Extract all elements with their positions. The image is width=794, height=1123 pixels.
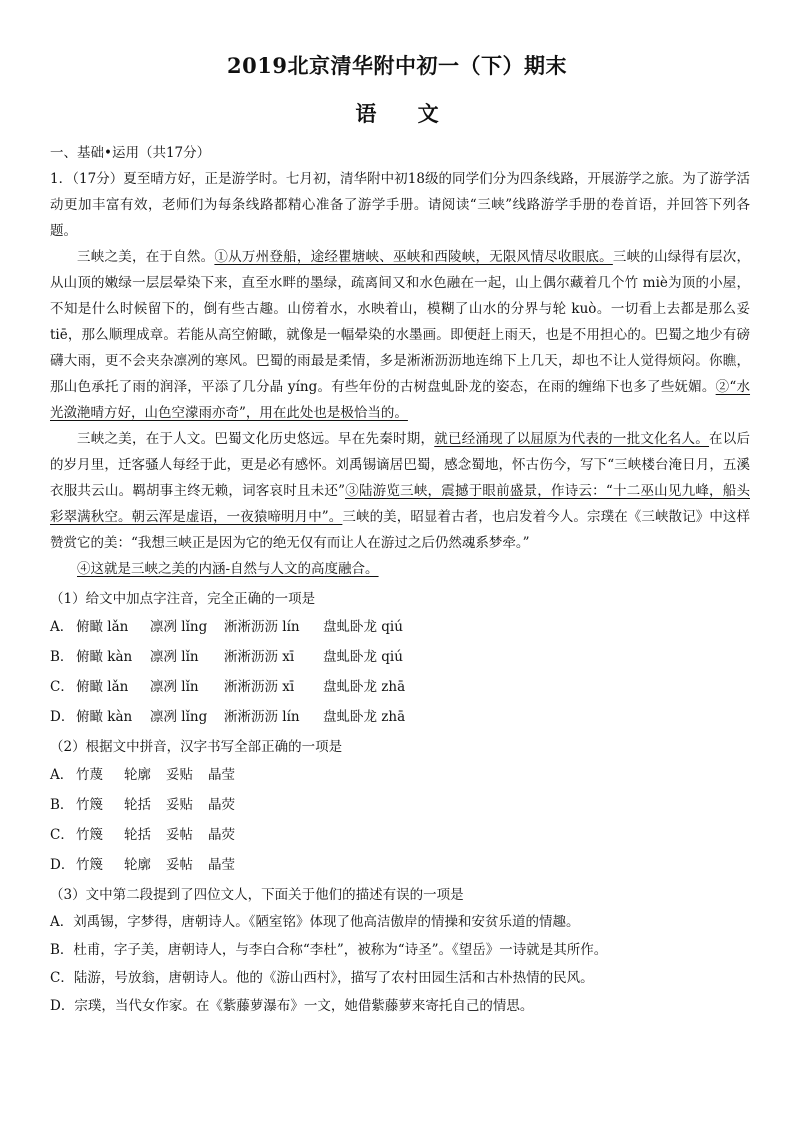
passage-paragraph-3 — [50, 556, 750, 582]
option-item: 盘虬卧龙 zhā — [323, 709, 406, 725]
option-item: 凛冽 lǐn — [150, 649, 199, 665]
option-b[interactable] — [50, 642, 750, 672]
sub-question-3-stem: （3）文中第二段提到了四位文人，下面关于他们的描述有误的一项是 — [50, 887, 464, 903]
option-item: 轮括 — [124, 797, 151, 813]
option-item: 凛冽 lǐng — [150, 709, 208, 725]
option-label: A． — [50, 914, 74, 930]
option-a[interactable] — [50, 908, 750, 936]
sub-question-1-options — [50, 612, 750, 732]
option-item: 盘虬卧龙 qiú — [323, 619, 403, 635]
page-title: 2019北京清华附中初一（下）期末 — [227, 53, 567, 78]
sub-question-1-stem: （1）给文中加点字注音，完全正确的一项是 — [50, 591, 316, 607]
sub-question-3-options — [50, 908, 750, 1020]
option-item: 俯瞰 kàn — [76, 709, 133, 725]
option-item: 竹蔑 — [76, 767, 103, 783]
option-c[interactable] — [50, 820, 750, 850]
option-item: 轮廓 — [124, 857, 151, 873]
option-item: 盘虬卧龙 qiú — [323, 649, 403, 665]
option-item: 竹篾 — [76, 827, 103, 843]
option-label: C． — [50, 827, 74, 843]
option-item: 淅淅沥沥 lín — [224, 619, 300, 635]
option-a[interactable] — [50, 612, 750, 642]
underlined-sentence-3: ③陆游览三峡，震撼于眼前盛景，作诗云：“十二巫山见九峰，船头彩翠满秋空。朝云浑是虚语，一夜猿啼明月中”。 — [50, 483, 750, 525]
option-item: 凛冽 lǐng — [150, 619, 208, 635]
option-d[interactable] — [50, 702, 750, 732]
exam-content — [50, 140, 750, 1020]
option-text: 杜甫，字子美，唐朝诗人，与李白合称“李杜”，被称为“诗圣”。《望岳》一诗就是其所作。 — [73, 942, 608, 958]
option-label: B． — [50, 942, 74, 958]
option-item: 晶莹 — [208, 767, 235, 783]
subject-char-1: 语 — [355, 101, 377, 126]
option-item: 竹篾 — [76, 857, 103, 873]
passage-text: 三峡的山绿得有层次，从山顶的嫩绿一层层晕染下来，直至水畔的墨绿，疏离间又和水色融在一起，山上偶尔藏着几个竹 miè为顶的小屋，不知是什么时候留下的，倒有些古趣。山傍着水，水映着山，模糊了山水的分界与轮 kuò。一切看上去都是那么妥 tiē，那么顺理成章。若能从高空俯瞰，就像是一幅晕染的水墨画。即便赶上雨天，也是不用担心的。巴蜀之地少有磅礴大雨，更不会夹杂凛冽的寒风。巴蜀的雨最是柔情，多是淅淅沥沥地连绵下上几天，却也不让人觉得烦闷。你瞧，那山色承托了雨的润泽，平添了几分晶 yíng。有些年份的古树盘虬卧龙的姿态，在雨的缠绵下也多了些妩媚。 — [50, 249, 751, 395]
option-text: 陆游，号放翁，唐朝诗人。他的《游山西村》，描写了农村田园生活和古朴热情的民风。 — [73, 970, 594, 986]
passage-text: 三峡之美，在于自然。 — [77, 249, 215, 265]
option-label: C． — [50, 679, 74, 695]
option-label: C． — [50, 970, 74, 986]
sub-question-2-options — [50, 760, 750, 880]
passage-text: 在以后的岁月里，迁客骚人每经于此，更是必有感怀。刘禹锡谪居巴蜀，感念蜀地，怀古伤今，写下“三峡楼台淹日月，五溪衣服共云山。羁胡事主终无赖，词客哀时且未还” — [50, 431, 751, 499]
option-item: 淅淅沥沥 lín — [224, 709, 300, 725]
option-item: 妥帖 — [166, 857, 193, 873]
option-item: 轮括 — [124, 827, 151, 843]
subject-char-2: 文 — [417, 101, 439, 126]
option-text: 宗璞，当代女作家。在《紫藤萝瀑布》一文，她借紫藤萝来寄托自己的情思。 — [74, 998, 534, 1014]
option-item: 妥帖 — [166, 827, 193, 843]
option-item: 俯瞰 lǎn — [76, 679, 129, 695]
subject-heading — [0, 98, 794, 128]
option-label: D． — [50, 998, 75, 1014]
option-item: 晶荧 — [208, 827, 235, 843]
option-item: 晶莹 — [208, 857, 235, 873]
option-d[interactable] — [50, 850, 750, 880]
section-heading: 一、基础•运用（共17分） — [50, 145, 211, 161]
option-c[interactable] — [50, 964, 750, 992]
question-1-intro: 1．（17分）夏至晴方好，正是游学时。七月初，清华附中初18级的同学们分为四条线路，开展游学之旅。为了游学活动更加丰富有效，老师们为每条线路都精心准备了游学手册。请阅读“三峡”线路游学手册的卷首语，并回答下列各题。 — [50, 171, 750, 239]
option-label: B． — [50, 649, 74, 665]
option-text: 刘禹锡，字梦得，唐朝诗人。《陋室铭》体现了他高洁傲岸的情操和安贫乐道的情趣。 — [73, 914, 580, 930]
option-label: D． — [50, 709, 75, 725]
option-item: 淅淅沥沥 xī — [224, 649, 295, 665]
option-item: 俯瞰 lǎn — [76, 619, 129, 635]
option-label: D． — [50, 857, 75, 873]
option-item: 俯瞰 kàn — [76, 649, 133, 665]
passage-paragraph-2 — [50, 426, 750, 556]
option-d[interactable] — [50, 992, 750, 1020]
sub-question-2-stem: （2）根据文中拼音，汉字书写全部正确的一项是 — [50, 739, 343, 755]
option-item: 淅淅沥沥 xī — [224, 679, 295, 695]
option-item: 妥贴 — [166, 797, 193, 813]
passage-text: 三峡的美，昭显着古者，也启发着今人。宗璞在《三峡散记》中这样赞赏它的美：“我想三峡正是因为它的绝无仅有而让人在游过之后仍然魂系梦牵。” — [50, 509, 751, 551]
option-item: 盘虬卧龙 zhā — [323, 679, 406, 695]
passage-text: 三峡之美，在于人文。巴蜀文化历史悠远。早在先秦时期， — [77, 431, 435, 447]
passage-paragraph-1 — [50, 244, 750, 426]
option-item: 竹篾 — [76, 797, 103, 813]
option-label: A． — [50, 767, 74, 783]
underlined-sentence-1: ①从万州登船，途经瞿塘峡、巫峡和西陵峡，无限风情尽收眼底。 — [214, 249, 613, 265]
underlined-sentence-2: ②“水光潋滟晴方好，山色空濛雨亦奇”，用在此处也是极恰当的。 — [50, 379, 751, 421]
option-item: 晶荧 — [208, 797, 235, 813]
underlined-clause: 就已经涌现了以屈原为代表的一批文化名人。 — [434, 431, 710, 447]
option-label: A． — [50, 619, 74, 635]
option-item: 凛冽 lǐn — [150, 679, 199, 695]
underlined-sentence-4: ④这就是三峡之美的内涵-自然与人文的高度融合。 — [77, 561, 379, 577]
option-item: 妥贴 — [166, 767, 193, 783]
option-item: 轮廓 — [124, 767, 151, 783]
option-b[interactable] — [50, 790, 750, 820]
option-b[interactable] — [50, 936, 750, 964]
option-a[interactable] — [50, 760, 750, 790]
option-label: B． — [50, 797, 74, 813]
option-c[interactable] — [50, 672, 750, 702]
